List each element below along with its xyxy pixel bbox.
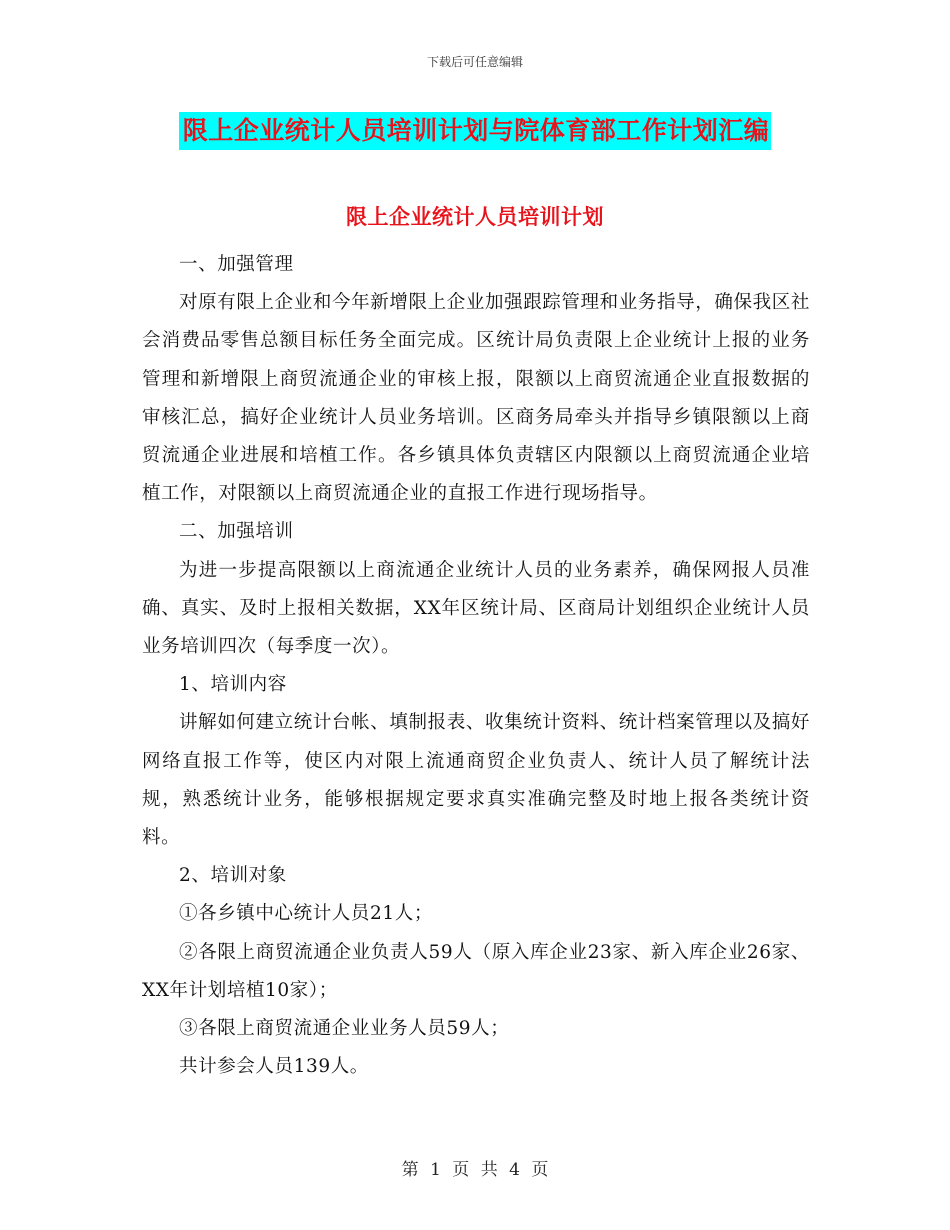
sub-title: 限上企业统计人员培训计划	[346, 205, 604, 229]
section-heading: 二、加强培训	[179, 521, 294, 543]
list-item: ②各限上商贸流通企业负责人59人（原入库企业23家、新入库企业26家、XX年计划培植10家）；	[142, 941, 810, 1001]
document-body	[142, 246, 810, 1086]
list-item: ③各限上商贸流通企业业务人员59人；	[179, 1018, 510, 1040]
paragraph: 共计参会人员139人。	[179, 1056, 369, 1078]
subsection-heading: 1、培训内容	[179, 674, 287, 696]
list-item: ①各乡镇中心统计人员21人；	[179, 903, 433, 925]
section-heading: 一、加强管理	[179, 254, 294, 275]
subsection-heading: 2、培训对象	[179, 865, 287, 887]
paragraph: 为进一步提高限额以上商流通企业统计人员的业务素养，确保网报人员准确、真实、及时上报相关数据，XX年区统计局、区商局计划组织企业统计人员业务培训四次（每季度一次）。	[142, 559, 810, 658]
header-note: 下载后可任意编辑	[426, 55, 523, 69]
page-footer: 第 1 页 共 4 页	[401, 1160, 549, 1180]
paragraph: 讲解如何建立统计台帐、填制报表、收集统计资料、统计档案管理以及搞好网络直报工作等，使区内对限上流通商贸企业负责人、统计人员了解统计法规，熟悉统计业务，能够根据规定要求真实准确完整及时地上报各类统计资料。	[142, 712, 810, 849]
main-title-wrap	[0, 112, 950, 150]
paragraph: 对原有限上企业和今年新增限上企业加强跟踪管理和业务指导，确保我区社会消费品零售总额目标任务全面完成。区统计局负责限上企业统计上报的业务管理和新增限上商贸流通企业的审核上报，限额以上商贸流通企业直报数据的审核汇总，搞好企业统计人员业务培训。区商务局牵头并指导乡镇限额以上商贸流通企业进展和培植工作。各乡镇具体负责辖区内限额以上商贸流通企业培植工作，对限额以上商贸流通企业的直报工作进行现场指导。	[142, 292, 810, 505]
main-title: 限上企业统计人员培训计划与院体育部工作计划汇编	[179, 112, 772, 150]
